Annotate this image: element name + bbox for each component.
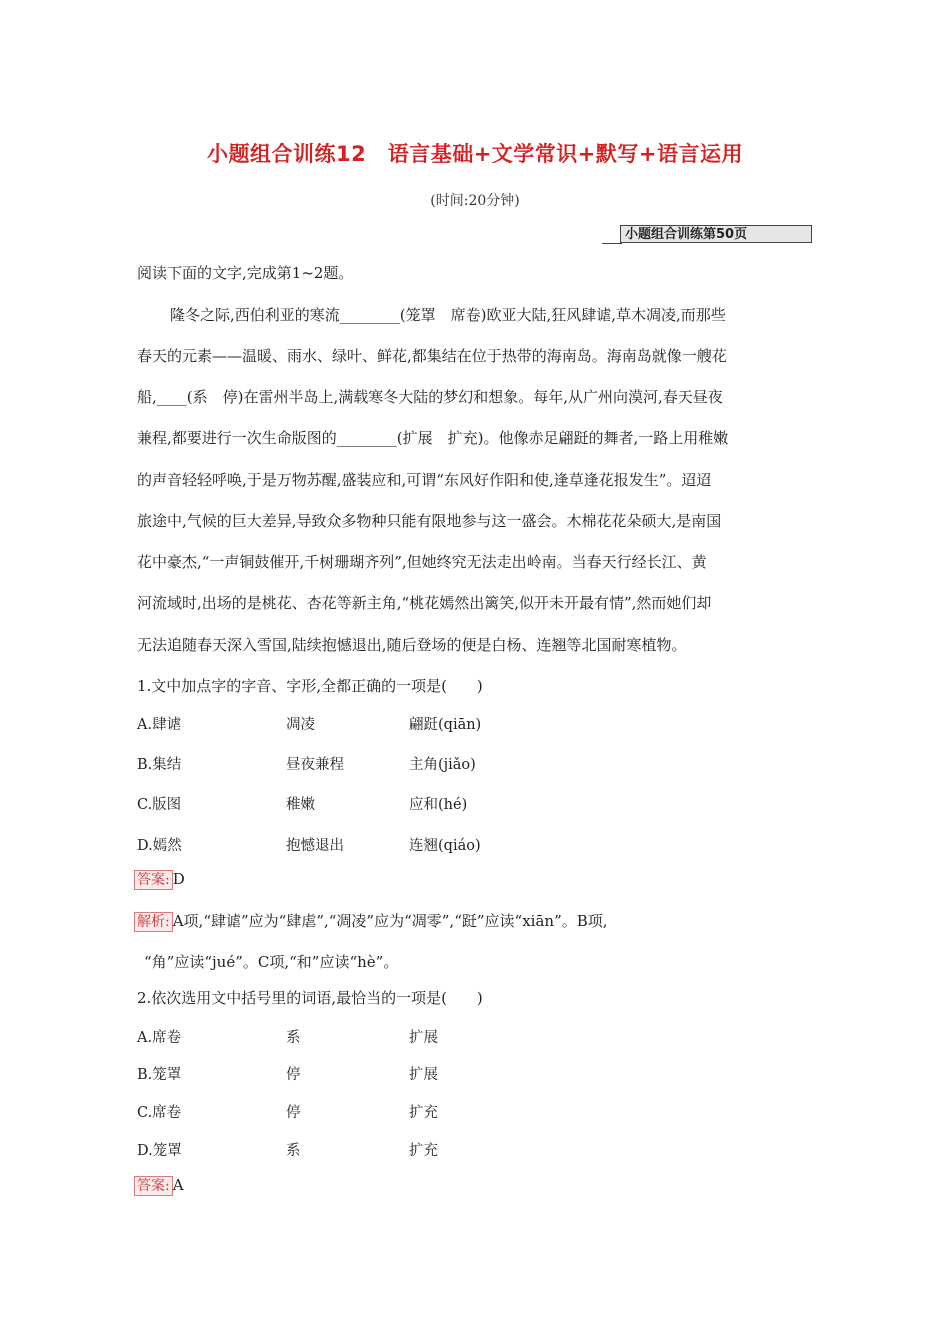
analysis-text: A项,“肆谑”应为“肆虐”,“凋凌”应为“凋零”,“跹”应读“xiān”。B项,	[172, 912, 608, 930]
answer-tag: 答案:	[134, 1176, 173, 1196]
q1-option-c: C.版图	[137, 797, 182, 813]
q2-option-a-3: 扩展	[409, 1030, 438, 1046]
q1-option-d-3: 连翘(qiáo)	[409, 838, 481, 854]
passage-line: 旅途中,气候的巨大差异,导致众多物种只能有限地参与这一盛会。木棉花花朵硕大,是南国	[137, 512, 722, 530]
q1-option-c-2: 稚嫩	[286, 797, 315, 813]
passage-line: 春天的元素——温暖、雨水、绿叶、鲜花,都集结在位于热带的海南岛。海南岛就像一艘花	[137, 347, 727, 365]
q1-answer	[134, 870, 185, 890]
q1-option-a-2: 凋凌	[286, 717, 315, 733]
passage-line: 兼程,都要进行一次生命版图的________(扩展 扩充)。他像赤足翩跹的舞者,一路上用稚嫩	[137, 429, 729, 447]
time-limit: (时间:20分钟)	[430, 193, 520, 209]
passage-line: 隆冬之际,西伯利亚的寒流________(笼罩 席卷)欧亚大陆,狂风肆谑,草木凋凌,而那些	[170, 306, 726, 324]
q2-option-d-3: 扩充	[409, 1143, 438, 1159]
q1-option-b-3: 主角(jiǎo)	[409, 757, 476, 773]
q1-option-b: B.集结	[137, 757, 182, 773]
answer-value: A	[172, 1176, 184, 1194]
reading-intro: 阅读下面的文字,完成第1~2题。	[137, 264, 354, 282]
q2-option-c-2: 停	[286, 1105, 301, 1121]
passage-line: 船,____(系 停)在雷州半岛上,满载寒冬大陆的梦幻和想象。每年,从广州向漠河,春天昼夜	[137, 388, 723, 406]
q1-option-a: A.肆谑	[137, 717, 182, 733]
q2-option-a: A.席卷	[137, 1030, 182, 1046]
q1-option-d: D.嫣然	[137, 838, 182, 854]
q1-option-b-2: 昼夜兼程	[286, 757, 344, 773]
passage-line: 花中豪杰,“一声铜鼓催开,千树珊瑚齐列”,但她终究无法走出岭南。当春天行经长江、黄	[137, 553, 707, 571]
page-box: 小题组合训练第50页	[620, 225, 812, 243]
passage-line: 河流域时,出场的是桃花、杏花等新主角,“桃花嫣然出篱笑,似开未开最有情”,然而她们却	[137, 594, 712, 612]
q2-option-b: B.笼罩	[137, 1067, 182, 1083]
question-2-stem: 2.依次选用文中括号里的词语,最恰当的一项是( )	[137, 989, 483, 1007]
q2-option-b-2: 停	[286, 1067, 301, 1083]
q2-option-a-2: 系	[286, 1030, 301, 1046]
q2-option-d-2: 系	[286, 1143, 301, 1159]
q1-option-d-2: 抱憾退出	[286, 838, 344, 854]
q2-option-c-3: 扩充	[409, 1105, 438, 1121]
passage-line: 的声音轻轻呼唤,于是万物苏醒,盛装应和,可谓“东风好作阳和使,逢草逢花报发生”。迢迢	[137, 471, 712, 489]
q1-analysis-cont: “角”应读“jué”。C项,“和”应读“hè”。	[144, 953, 399, 971]
answer-value: D	[172, 870, 185, 888]
q2-option-c: C.席卷	[137, 1105, 182, 1121]
passage-line: 无法追随春天深入雪国,陆续抱憾退出,随后登场的便是白杨、连翘等北国耐寒植物。	[137, 636, 687, 654]
q1-option-c-3: 应和(hé)	[409, 797, 468, 813]
q1-analysis	[134, 910, 608, 932]
page-box-rule	[602, 243, 622, 244]
page-title: 小题组合训练12 语言基础+文学常识+默写+语言运用	[206, 142, 743, 166]
answer-tag: 答案:	[134, 870, 173, 890]
q1-option-a-3: 翩跹(qiān)	[409, 717, 482, 733]
q2-option-b-3: 扩展	[409, 1067, 438, 1083]
q2-answer	[134, 1176, 184, 1196]
q2-option-d: D.笼罩	[137, 1143, 182, 1159]
question-1-stem: 1.文中加点字的字音、字形,全都正确的一项是( )	[137, 677, 483, 695]
analysis-tag: 解析:	[134, 912, 173, 932]
